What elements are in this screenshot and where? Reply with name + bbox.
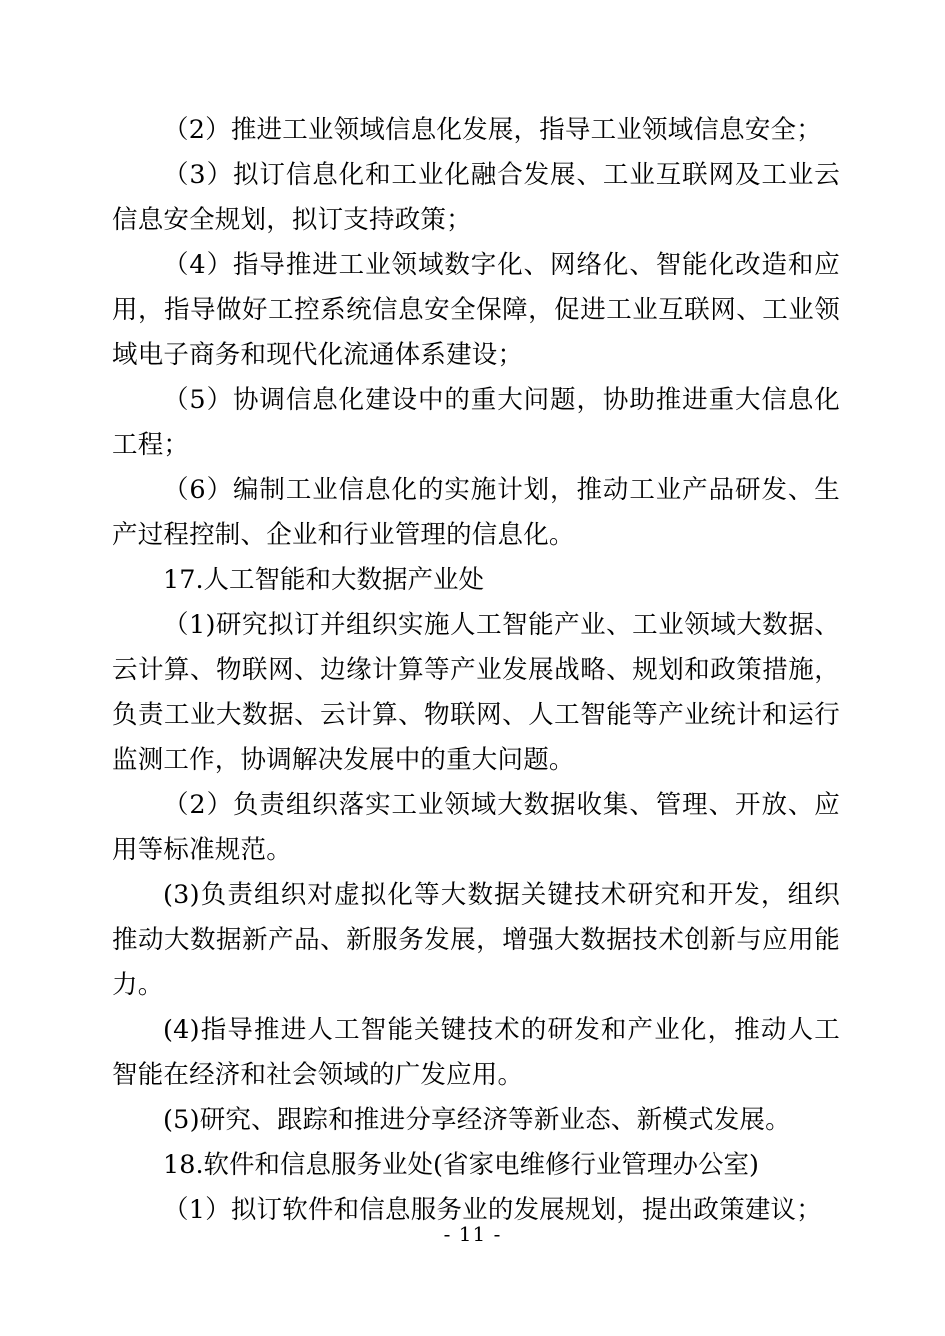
paragraph-s17-item-4: (4)指导推进人工智能关键技术的研发和产业化，推动人工智能在经济和社会领域的广发应用。 [112,1015,840,1090]
paragraph-s18-item-1: （1）拟订软件和信息服务业的发展规划，提出政策建议； [163,1195,822,1225]
paragraph-item-6: （6）编制工业信息化的实施计划，推动工业产品研发、生产过程控制、企业和行业管理的信息化。 [112,475,840,550]
paragraph-s17-item-1: （1)研究拟订并组织实施人工智能产业、工业领域大数据、云计算、物联网、边缘计算等产业发展战略、规划和政策措施，负责工业大数据、云计算、物联网、人工智能等产业统计和运行监测工作，协调解决发展中的重大问题。 [112,610,840,775]
paragraph-item-4: （4）指导推进工业领域数字化、网络化、智能化改造和应用，指导做好工控系统信息安全保障，促进工业互联网、工业领域电子商务和现代化流通体系建设； [112,250,840,370]
section-heading-17: 17.人工智能和大数据产业处 [163,565,485,595]
paragraph-s17-item-3: (3)负责组织对虚拟化等大数据关键技术研究和开发，组织推动大数据新产品、新服务发展，增强大数据技术创新与应用能力。 [112,880,840,1000]
document-body [112,108,840,1233]
page-number: - 11 - [443,1222,502,1246]
paragraph-s17-item-5: (5)研究、跟踪和推进分享经济等新业态、新模式发展。 [163,1105,791,1135]
paragraph-item-3: （3）拟订信息化和工业化融合发展、工业互联网及工业云信息安全规划，拟订支持政策； [112,160,840,235]
paragraph-item-2: （2）推进工业领域信息化发展，指导工业领域信息安全； [163,115,822,145]
paragraph-item-5: （5）协调信息化建设中的重大问题，协助推进重大信息化工程； [112,385,840,460]
section-heading-18: 18.软件和信息服务业处(省家电维修行业管理办公室) [163,1150,759,1180]
paragraph-s17-item-2: （2）负责组织落实工业领域大数据收集、管理、开放、应用等标准规范。 [112,790,840,865]
